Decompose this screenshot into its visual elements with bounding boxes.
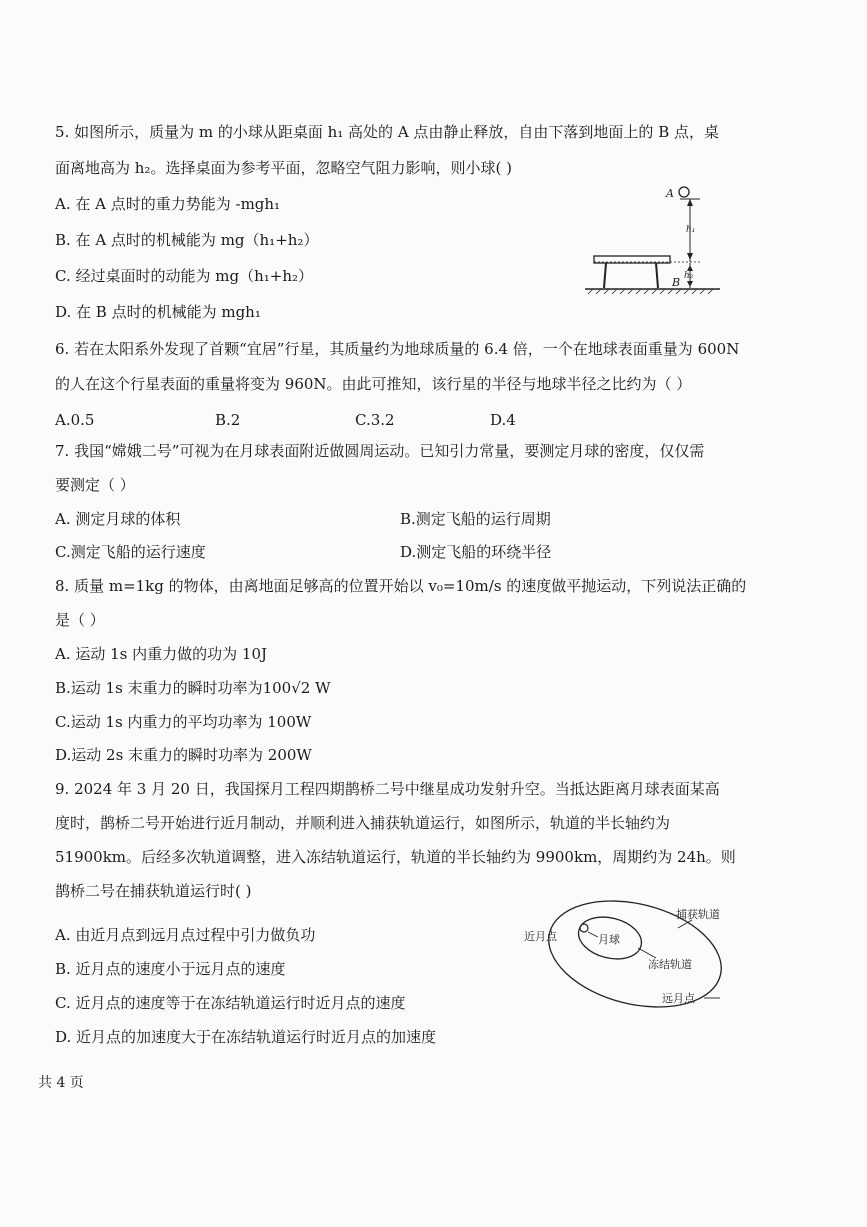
page-count: 共 4 页 <box>38 1075 84 1091</box>
q9-option-c: C. 近月点的速度等于在冻结轨道运行时近月点的速度 <box>55 994 406 1012</box>
q6-option-a: A.0.5 <box>55 411 95 429</box>
q9-stem-line4: 鹊桥二号在捕获轨道运行时( ) <box>55 882 252 900</box>
q7-option-d: D.测定飞船的环绕半径 <box>400 543 552 561</box>
q6-option-c: C.3.2 <box>355 411 395 429</box>
q5-option-b: B. 在 A 点时的机械能为 mg（h₁+h₂） <box>55 231 319 249</box>
q5-fig-label-a: A <box>666 187 674 200</box>
q9-stem-line3: 51900km。后经多次轨道调整，进入冻结轨道运行，轨道的半长轴约为 9900km，周期约为 24h。则 <box>55 848 736 866</box>
q5-fig-label-h1: h₁ <box>686 225 696 235</box>
q6-option-d: D.4 <box>490 411 516 429</box>
q9-option-b: B. 近月点的速度小于远月点的速度 <box>55 960 286 978</box>
q9-stem-line2: 度时，鹊桥二号开始进行近月制动，并顺利进入捕获轨道运行，如图所示，轨道的半长轴约为 <box>55 814 671 832</box>
q5-option-c: C. 经过桌面时的动能为 mg（h₁+h₂） <box>55 267 313 285</box>
q9-stem-line1: 9. 2024 年 3 月 20 日，我国探月工程四期鹊桥二号中继星成功发射升空。当抵达距离月球表面某高 <box>55 780 720 798</box>
q8-option-a: A. 运动 1s 内重力做的功为 10J <box>55 645 268 663</box>
q7-option-c: C.测定飞船的运行速度 <box>55 543 206 561</box>
q8-option-c: C.运动 1s 内重力的平均功率为 100W <box>55 713 312 731</box>
q8-option-d: D.运动 2s 末重力的瞬时功率为 200W <box>55 746 312 764</box>
q7-option-b: B.测定飞船的运行周期 <box>400 510 551 528</box>
q8-option-b: B.运动 1s 末重力的瞬时功率为100√2 W <box>55 679 331 697</box>
q6-option-b: B.2 <box>215 411 241 429</box>
q5-option-a: A. 在 A 点时的重力势能为 -mgh₁ <box>55 195 281 213</box>
moon-icon <box>580 924 588 932</box>
q8-stem-line1: 8. 质量 m=1kg 的物体，由离地面足够高的位置开始以 v₀=10m/s 的速度做平抛运动，下列说法正确的 <box>55 577 747 595</box>
q9-fig-label-frozen-orbit: 冻结轨道 <box>648 958 692 971</box>
q5-fig-label-b: B <box>672 276 681 289</box>
q7-stem-line2: 要测定（ ） <box>55 476 135 494</box>
q9-fig-label-capture-orbit: 捕获轨道 <box>676 908 720 921</box>
q9-fig-label-perilune: 近月点 <box>524 930 557 943</box>
q9-orbit-figure <box>520 900 760 1020</box>
q6-stem-line1: 6. 若在太阳系外发现了首颗“宜居”行星，其质量约为地球质量的 6.4 倍，一个在地球表面重量为 600N <box>55 340 740 358</box>
q5-figure <box>580 180 725 300</box>
q9-fig-label-apolune: 远月点 <box>662 992 695 1005</box>
q7-option-a: A. 测定月球的体积 <box>55 510 181 528</box>
q7-stem-line1: 7. 我国“嫦娥二号”可视为在月球表面附近做圆周运动。已知引力常量，要测定月球的密度，仅仅需 <box>55 442 705 460</box>
q5-stem-line1: 5. 如图所示，质量为 m 的小球从距桌面 h₁ 高处的 A 点由静止释放，自由下落到地面上的 B 点，桌 <box>55 123 719 141</box>
q9-fig-label-moon: 月球 <box>598 933 620 946</box>
q9-option-d: D. 近月点的加速度大于在冻结轨道运行时近月点的加速度 <box>55 1028 437 1046</box>
q8-stem-line2: 是（ ） <box>55 611 105 629</box>
q5-stem-line2: 面离地高为 h₂。选择桌面为参考平面，忽略空气阻力影响，则小球( ) <box>55 159 512 177</box>
q9-option-a: A. 由近月点到远月点过程中引力做负功 <box>55 926 316 944</box>
q6-stem-line2: 的人在这个行星表面的重量将变为 960N。由此可推知，该行星的半径与地球半径之比约为（ ） <box>55 375 692 393</box>
ball-icon <box>679 187 689 197</box>
q5-option-d: D. 在 B 点时的机械能为 mgh₁ <box>55 303 261 321</box>
q5-fig-label-h2: h₂ <box>684 271 694 281</box>
